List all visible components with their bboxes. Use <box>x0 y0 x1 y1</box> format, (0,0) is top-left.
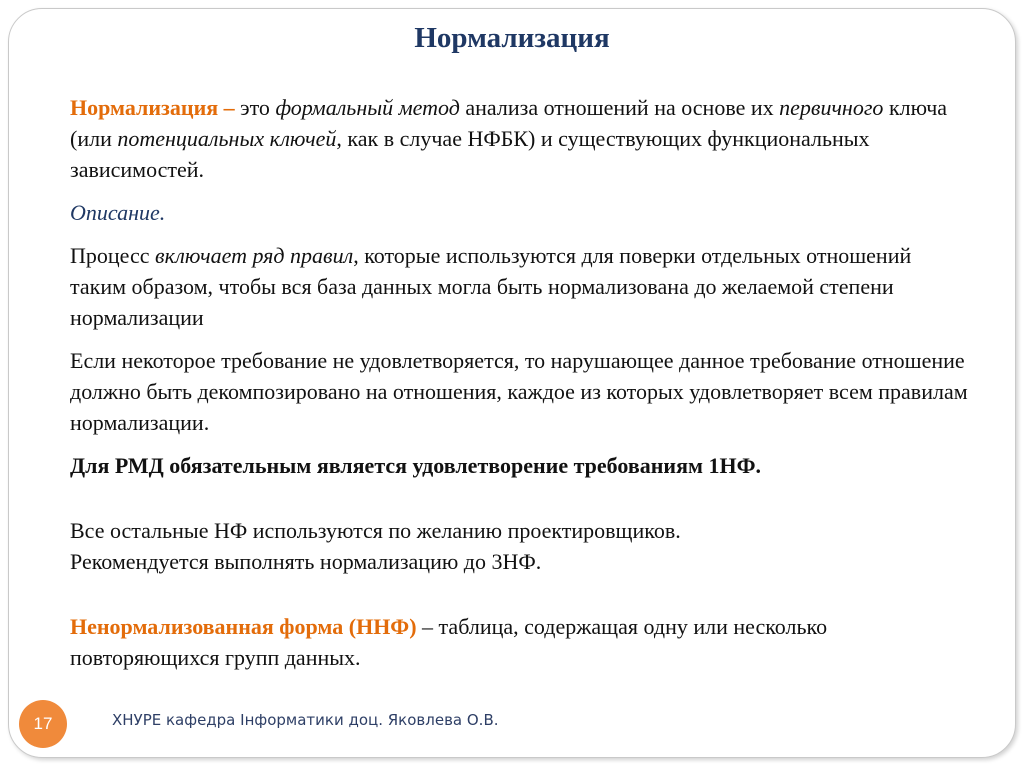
footer-text: ХНУРЕ кафедра Інформатики доц. Яковлева О.В. <box>112 711 499 729</box>
slide-content <box>70 92 970 685</box>
definition-text-3: ключа (или <box>70 95 948 151</box>
spacer <box>70 493 970 515</box>
definition-italic-3: потенциальных ключей <box>117 126 337 151</box>
slide-title: Нормализация <box>414 22 610 54</box>
unf-text: – таблица, содержащая одну или несколько повторяющихся групп данных. <box>70 614 828 670</box>
definition-italic-1: формальный метод <box>275 95 460 120</box>
process-text-1: Процесс <box>70 243 156 268</box>
page-number-badge: 17 <box>19 700 67 748</box>
process-text-2: , которые используются для поверки отдельных отношений таким образом, чтобы вся база данных могла быть нормализована до желаемой степени нормализации <box>70 243 912 330</box>
rmd-paragraph: Для РМД обязательным является удовлетворение требованиям 1НФ. <box>70 453 761 478</box>
requirement-paragraph: Если некоторое требование не удовлетворяется, то нарушающее данное требование отношение должно быть декомпозировано на отношения, каждое из которых удовлетворяет всем правилам нормализации. <box>70 348 968 435</box>
definition-italic-2: первичного <box>779 95 884 120</box>
spacer <box>70 589 970 611</box>
definition-text-4: , как в случае НФБК) и существующих функциональных зависимостей. <box>70 126 870 182</box>
definition-text-2: анализа отношений на основе их <box>459 95 780 120</box>
definition-text-1: это <box>234 95 276 120</box>
unf-term: Ненормализованная форма (ННФ) <box>70 614 417 639</box>
process-paragraph <box>70 240 970 333</box>
others-line-2: Рекомендуется выполнять нормализацию до 3НФ. <box>70 549 542 574</box>
others-paragraph <box>70 515 970 577</box>
definition-term: Нормализация – <box>70 95 235 120</box>
others-line-1: Все остальные НФ используются по желанию проектировщиков. <box>70 518 681 543</box>
unf-paragraph <box>70 611 970 673</box>
process-italic: включает ряд правил <box>155 243 354 268</box>
definition-paragraph <box>70 92 970 185</box>
description-label: Описание. <box>70 200 166 225</box>
